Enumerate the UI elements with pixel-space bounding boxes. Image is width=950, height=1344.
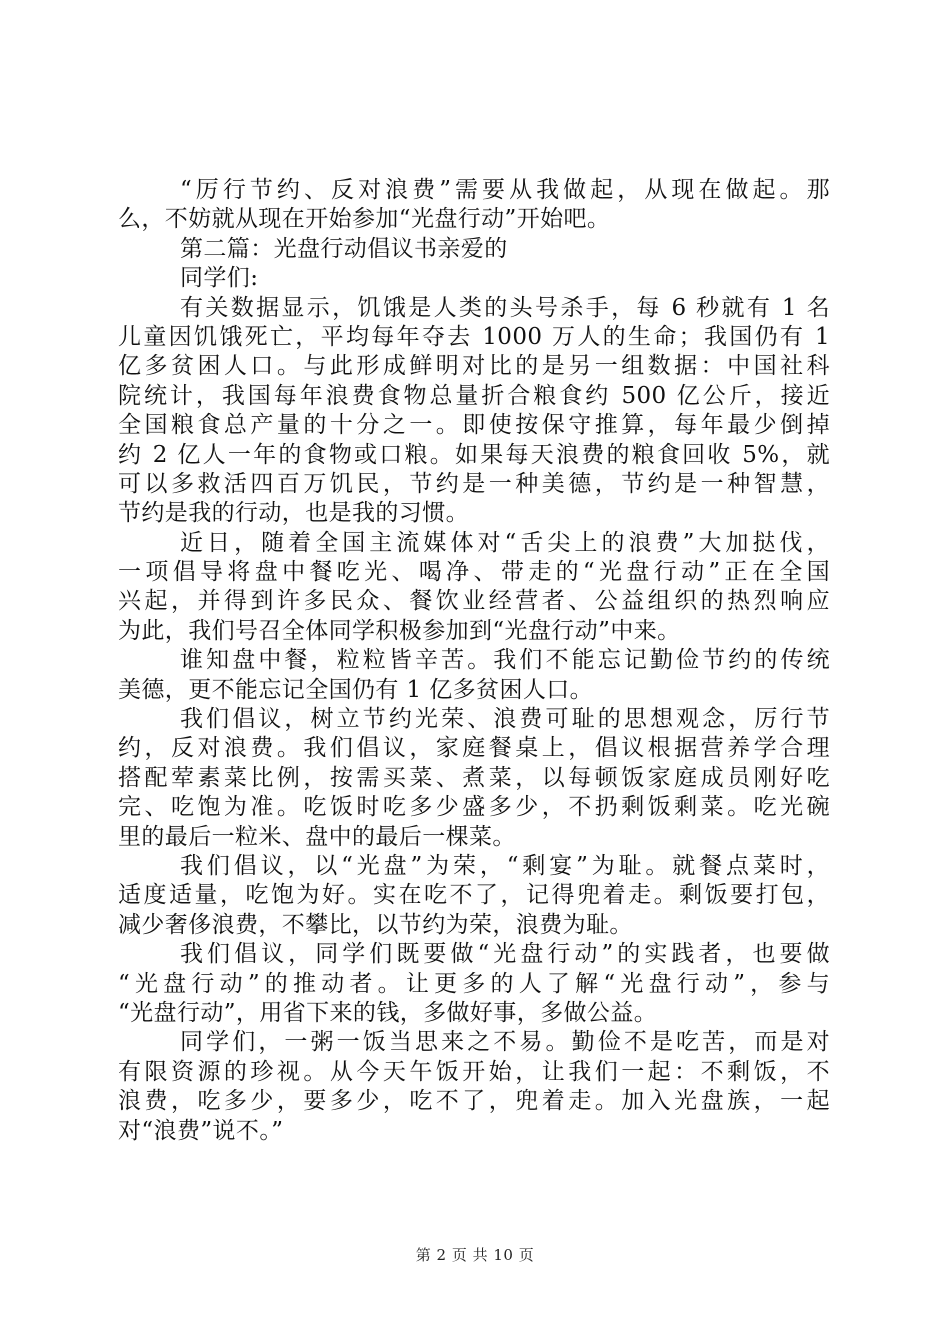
text-line-27: 我们倡议，同学们既要做“光盘行动”的实践者，也要做	[180, 941, 830, 968]
salutation: 同学们:	[180, 265, 259, 292]
text-line-22: 完、吃饱为准。吃饭时吃多少盛多少，不扔剩饭剩菜。吃光碗	[118, 794, 830, 821]
text-line-6: 儿童因饥饿死亡，平均每年夺去 1000 万人的生命；我国仍有 1	[118, 323, 830, 350]
text-line-28: “光盘行动”的推动者。让更多的人了解“光盘行动”，参与	[118, 970, 830, 997]
text-line-24: 我们倡议，以“光盘”为荣，“剩宴”为耻。就餐点菜时，	[180, 852, 830, 879]
text-line-16: 为此，我们号召全体同学积极参加到“光盘行动”中来。	[118, 617, 681, 644]
text-line-5: 有关数据显示，饥饿是人类的头号杀手，每 6 秒就有 1 名	[180, 294, 830, 321]
text-line-21: 搭配荤素菜比例，按需买菜、煮菜，以每顿饭家庭成员刚好吃	[118, 764, 830, 791]
text-line-29: “光盘行动”，用省下来的钱，多做好事，多做公益。	[118, 999, 658, 1026]
text-line-1: “厉行节约、反对浪费”需要从我做起，从现在做起。那	[180, 177, 830, 203]
text-line-11: 可以多救活四百万饥民，节约是一种美德，节约是一种智慧，	[118, 470, 830, 497]
text-line-7: 亿多贫困人口。与此形成鲜明对比的是另一组数据：中国社科	[118, 353, 830, 380]
text-line-14: 一项倡导将盘中餐吃光、喝净、带走的“光盘行动”正在全国	[118, 559, 830, 586]
text-line-19: 我们倡议，树立节约光荣、浪费可耻的思想观念，厉行节	[180, 706, 830, 733]
text-line-30: 同学们，一粥一饭当思来之不易。勤俭不是吃苦，而是对	[180, 1029, 830, 1056]
text-line-8: 院统计，我国每年浪费食物总量折合粮食约 500 亿公斤，接近	[118, 382, 830, 409]
text-line-20: 约，反对浪费。我们倡议，家庭餐桌上，倡议根据营养学合理	[118, 735, 830, 762]
text-line-9: 全国粮食总产量的十分之一。即使按保守推算，每年最少倒掉	[118, 412, 830, 439]
text-line-33: 对“浪费”说不。”	[118, 1117, 284, 1144]
text-line-32: 浪费，吃多少，要多少，吃不了，兜着走。加入光盘族，一起	[118, 1088, 830, 1115]
text-line-13: 近日，随着全国主流媒体对“舌尖上的浪费”大加挞伐，	[180, 529, 830, 556]
text-line-15: 兴起，并得到许多民众、餐饮业经营者、公益组织的热烈响应	[118, 588, 830, 615]
text-line-10: 约 2 亿人一年的食物或口粮。如果每天浪费的粮食回收 5%，就	[118, 441, 830, 468]
text-line-26: 减少奢侈浪费，不攀比，以节约为荣，浪费为耻。	[118, 911, 633, 938]
page-number-footer: 第 2 页 共 10 页	[415, 1246, 535, 1264]
section-heading: 第二篇：光盘行动倡议书亲爱的	[180, 235, 508, 262]
text-line-12: 节约是我的行动，也是我的习惯。	[118, 500, 469, 527]
text-line-23: 里的最后一粒米、盘中的最后一棵菜。	[118, 823, 516, 850]
document-body	[118, 176, 830, 1146]
text-line-25: 适度适量，吃饱为好。实在吃不了，记得兜着走。剩饭要打包，	[118, 882, 830, 909]
text-line-17: 谁知盘中餐，粒粒皆辛苦。我们不能忘记勤俭节约的传统	[180, 647, 830, 674]
text-line-18: 美德，更不能忘记全国仍有 1 亿多贫困人口。	[118, 676, 594, 703]
text-line-31: 有限资源的珍视。从今天午饭开始，让我们一起：不剩饭，不	[118, 1058, 830, 1085]
text-line-2: 么，不妨就从现在开始参加“光盘行动”开始吧。	[118, 206, 611, 233]
